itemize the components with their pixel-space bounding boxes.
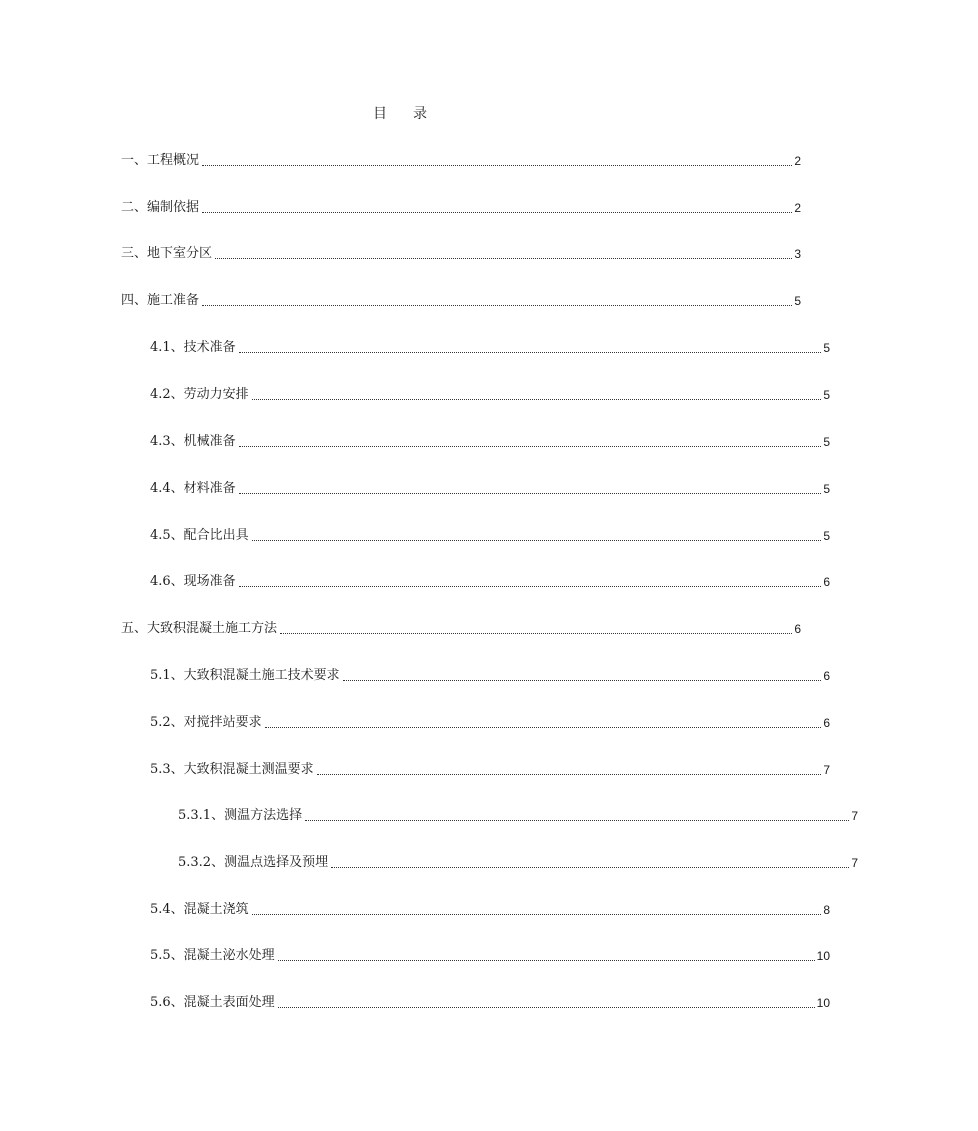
toc-leader-dots — [202, 304, 792, 306]
toc-entry-page: 6 — [823, 669, 830, 683]
toc-entry[interactable] — [0, 805, 978, 825]
toc-entry-page: 5 — [823, 388, 830, 402]
toc-leader-dots — [202, 164, 792, 166]
toc-entry[interactable] — [0, 992, 950, 1012]
toc-entry[interactable] — [0, 759, 950, 779]
toc-entry[interactable] — [0, 431, 950, 451]
toc-entry-label: 4.1、技术准备 — [150, 340, 236, 355]
toc-entry[interactable] — [0, 852, 978, 872]
toc-entry-label: 二、编制依据 — [121, 200, 200, 215]
toc-leader-dots — [239, 351, 822, 353]
toc-entry[interactable] — [0, 384, 950, 404]
toc-entry-page: 5 — [823, 482, 830, 496]
toc-entry[interactable] — [0, 618, 921, 638]
toc-entry-label: 三、地下室分区 — [121, 246, 213, 261]
toc-entry-page: 7 — [851, 809, 858, 823]
toc-entry-label: 5.5、混凝土泌水处理 — [150, 948, 275, 963]
toc-entry-page: 10 — [816, 996, 830, 1010]
toc-leader-dots — [239, 492, 822, 494]
toc-entry[interactable] — [0, 525, 950, 545]
toc-entry-page: 2 — [794, 154, 801, 168]
toc-entry[interactable] — [0, 712, 950, 732]
toc-entry-page: 7 — [823, 763, 830, 777]
toc-entry[interactable] — [0, 150, 921, 170]
toc-entry[interactable] — [0, 478, 950, 498]
toc-entry-label: 5.2、对搅拌站要求 — [150, 715, 262, 730]
toc-leader-dots — [239, 445, 822, 447]
toc-entry-label: 5.1、大致积混凝土施工技术要求 — [150, 668, 340, 683]
toc-entry-label: 4.6、现场准备 — [150, 574, 236, 589]
toc-entry-page: 5 — [794, 294, 801, 308]
toc-leader-dots — [265, 726, 822, 728]
toc-entry-page: 6 — [823, 575, 830, 589]
toc-leader-dots — [252, 913, 822, 915]
toc-entry[interactable] — [0, 945, 950, 965]
toc-leader-dots — [278, 959, 815, 961]
toc-entry[interactable] — [0, 290, 921, 310]
toc-entry[interactable] — [0, 337, 950, 357]
toc-entry-page: 6 — [823, 716, 830, 730]
toc-entry-label: 5.3、大致积混凝土测温要求 — [150, 762, 314, 777]
toc-entry-page: 3 — [794, 247, 801, 261]
toc-entry-label: 5.3.2、测温点选择及预埋 — [178, 855, 329, 870]
toc-entry-page: 5 — [823, 341, 830, 355]
toc-entry[interactable] — [0, 243, 921, 263]
toc-leader-dots — [331, 866, 849, 868]
toc-leader-dots — [280, 632, 792, 634]
toc-entry[interactable] — [0, 899, 950, 919]
toc-entry[interactable] — [0, 665, 950, 685]
toc-entry-page: 10 — [816, 949, 830, 963]
toc-entry-label: 四、施工准备 — [121, 293, 200, 308]
toc-title-char-2: 录 — [413, 106, 427, 122]
toc-leader-dots — [239, 585, 822, 587]
toc-leader-dots — [343, 679, 822, 681]
toc-leader-dots — [252, 398, 822, 400]
toc-leader-dots — [305, 819, 849, 821]
toc-entry-label: 5.3.1、测温方法选择 — [178, 808, 303, 823]
toc-entry-page: 8 — [823, 903, 830, 917]
toc-entry-page: 7 — [851, 856, 858, 870]
toc-entry[interactable] — [0, 571, 950, 591]
toc-entry-label: 4.3、机械准备 — [150, 434, 236, 449]
toc-entry[interactable] — [0, 197, 921, 217]
toc-entry-page: 5 — [823, 529, 830, 543]
toc-leader-dots — [317, 773, 822, 775]
toc-entry-page: 6 — [794, 622, 801, 636]
toc-leader-dots — [252, 539, 822, 541]
toc-leader-dots — [278, 1006, 815, 1008]
toc-title — [0, 104, 800, 124]
toc-entry-page: 5 — [823, 435, 830, 449]
toc-title-char-1: 目 — [373, 106, 387, 122]
toc-entry-label: 5.6、混凝土表面处理 — [150, 995, 275, 1010]
toc-entry-label: 4.4、材料准备 — [150, 481, 236, 496]
toc-entry-label: 4.5、配合比出具 — [150, 528, 249, 543]
toc-entry-label: 4.2、劳动力安排 — [150, 387, 249, 402]
toc-entry-page: 2 — [794, 201, 801, 215]
toc-entry-label: 一、工程概况 — [121, 153, 200, 168]
toc-leader-dots — [202, 211, 792, 213]
toc-entry-label: 五、大致积混凝土施工方法 — [121, 621, 278, 636]
toc-leader-dots — [215, 257, 792, 259]
toc-entry-label: 5.4、混凝土浇筑 — [150, 902, 249, 917]
